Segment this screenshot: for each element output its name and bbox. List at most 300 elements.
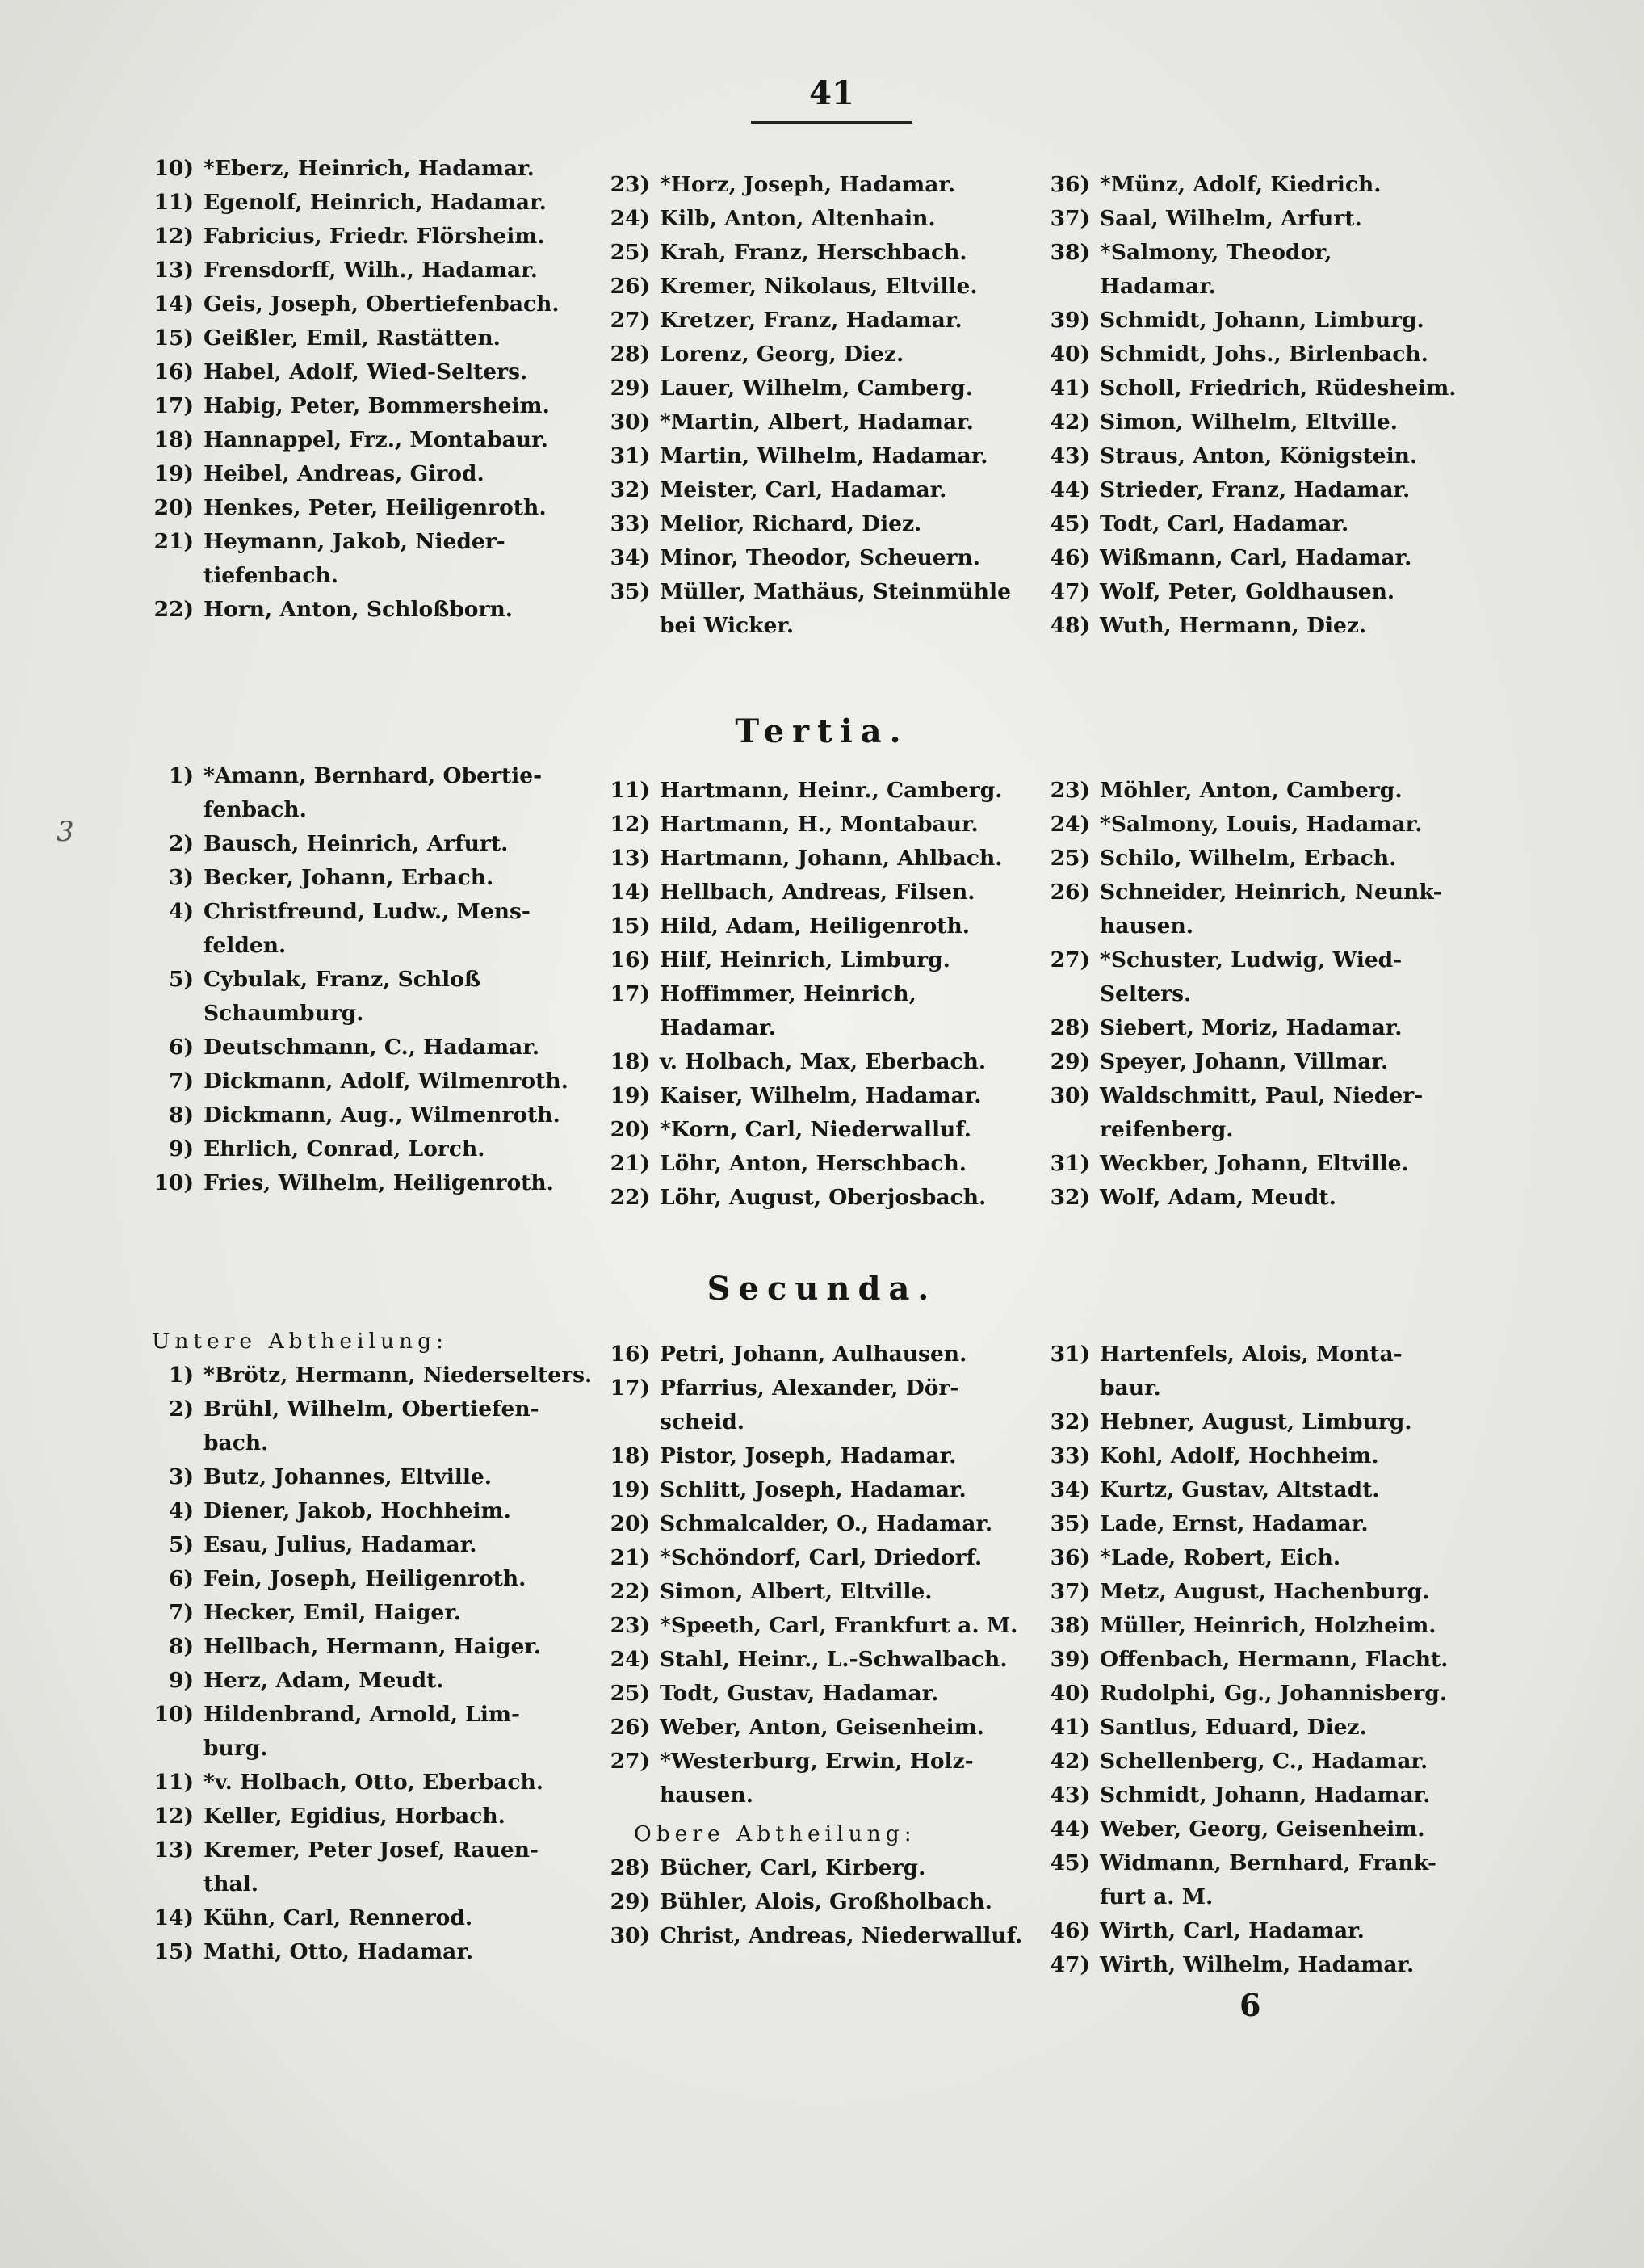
- item-text: Offenbach, Hermann, Flacht.: [1100, 1647, 1449, 1672]
- list-item: [602, 1745, 1022, 1779]
- item-number: 30): [610, 1923, 650, 1948]
- item-text: Ehrlich, Conrad, Lorch.: [203, 1136, 485, 1161]
- item-text: Hellbach, Hermann, Haiger.: [203, 1634, 542, 1659]
- item-text: *Schöndorf, Carl, Driedorf.: [660, 1545, 983, 1570]
- list-item: [1042, 507, 1457, 541]
- item-number: 15): [610, 914, 650, 939]
- item-text: Hannappel, Frz., Montabaur.: [203, 427, 548, 452]
- list-item: [145, 895, 568, 929]
- list-item: [1042, 943, 1442, 977]
- item-text: Fein, Joseph, Heiligenroth.: [203, 1566, 526, 1591]
- item-text: burg.: [203, 1736, 268, 1761]
- list-item: [145, 457, 560, 491]
- list-item: [1042, 1507, 1449, 1541]
- list-item-continuation: [145, 559, 560, 593]
- item-text: Habel, Adolf, Wied-Selters.: [203, 359, 528, 384]
- item-text: Möhler, Anton, Camberg.: [1100, 778, 1403, 803]
- item-text: Santlus, Eduard, Diez.: [1100, 1715, 1367, 1740]
- list-item: [1042, 1711, 1449, 1745]
- item-text: Geißler, Emil, Rastätten.: [203, 326, 501, 351]
- item-number: 18): [610, 1443, 650, 1468]
- item-text: Schilo, Wilhelm, Erbach.: [1100, 846, 1397, 871]
- item-text: *Westerburg, Erwin, Holz-: [660, 1749, 974, 1774]
- item-text: Kremer, Peter Josef, Rauen-: [203, 1838, 539, 1863]
- item-number: 31): [1050, 1342, 1090, 1367]
- list-item: [602, 909, 1002, 943]
- item-number: 40): [1050, 342, 1090, 367]
- list-item-continuation: [145, 929, 568, 963]
- item-text: *Martin, Albert, Hadamar.: [660, 410, 974, 435]
- item-number: 7): [169, 1600, 194, 1625]
- item-text: Hellbach, Andreas, Filsen.: [660, 880, 975, 905]
- item-number: 39): [1050, 308, 1090, 333]
- list-item-continuation: [145, 1732, 592, 1766]
- item-number: 10): [153, 1702, 194, 1727]
- item-text: Bücher, Carl, Kirberg.: [660, 1855, 926, 1880]
- item-number: 45): [1050, 1850, 1090, 1875]
- item-number: 28): [610, 342, 650, 367]
- item-number: 12): [153, 1804, 194, 1829]
- item-number: 3): [169, 865, 194, 890]
- item-number: 28): [610, 1855, 650, 1880]
- list-item: [602, 1575, 1022, 1609]
- item-number: 24): [610, 206, 650, 231]
- list-item: [602, 1045, 1002, 1079]
- item-text: Hebner, August, Limburg.: [1100, 1409, 1412, 1434]
- list-item: [602, 541, 1011, 575]
- list-item: [1042, 1079, 1442, 1113]
- list-item: [145, 1166, 568, 1200]
- secunda-column-2: [602, 1338, 1022, 1953]
- item-number: 21): [610, 1545, 650, 1570]
- secunda-column-2-entries: [602, 1338, 1022, 1812]
- item-number: 20): [153, 495, 194, 520]
- item-text: Hadamar.: [1100, 274, 1216, 299]
- item-number: 26): [610, 1715, 650, 1740]
- item-text: *Schuster, Ludwig, Wied-: [1100, 947, 1403, 972]
- list-item: [1042, 1338, 1449, 1371]
- item-text: Todt, Carl, Hadamar.: [1100, 511, 1349, 536]
- list-item: [1042, 1473, 1449, 1507]
- item-text: Simon, Wilhelm, Eltville.: [1100, 410, 1398, 435]
- list-item: [145, 254, 560, 288]
- list-item: [145, 220, 560, 254]
- item-number: 38): [1050, 240, 1090, 265]
- item-text: Metz, August, Hachenburg.: [1100, 1579, 1430, 1604]
- list-item: [1042, 1541, 1449, 1575]
- item-text: Hecker, Emil, Haiger.: [203, 1600, 461, 1625]
- list-item: [145, 1901, 592, 1935]
- item-number: 41): [1050, 1715, 1090, 1740]
- item-text: Esau, Julius, Hadamar.: [203, 1532, 477, 1557]
- list-item: [1042, 876, 1442, 909]
- list-item: [145, 593, 560, 627]
- list-item: [1042, 338, 1457, 372]
- list-item: [145, 827, 568, 861]
- list-item: [602, 1507, 1022, 1541]
- item-text: v. Holbach, Max, Eberbach.: [660, 1049, 987, 1074]
- item-text: furt a. M.: [1100, 1884, 1214, 1909]
- list-item: [602, 842, 1002, 876]
- item-text: Heymann, Jakob, Nieder-: [203, 529, 505, 554]
- item-number: 36): [1050, 1545, 1090, 1570]
- item-text: Pistor, Joseph, Hadamar.: [660, 1443, 957, 1468]
- item-number: 39): [1050, 1647, 1090, 1672]
- item-number: 6): [169, 1566, 194, 1591]
- item-text: *v. Holbach, Otto, Eberbach.: [203, 1770, 543, 1795]
- item-number: 35): [610, 579, 650, 604]
- list-item: [602, 943, 1002, 977]
- list-item: [602, 774, 1002, 808]
- secunda-heading: Secunda.: [707, 1270, 937, 1308]
- list-item: [602, 808, 1002, 842]
- item-text: Keller, Egidius, Horbach.: [203, 1804, 505, 1829]
- item-text: Schmidt, Johann, Hadamar.: [1100, 1783, 1431, 1808]
- item-text: Schlitt, Joseph, Hadamar.: [660, 1477, 967, 1502]
- item-number: 4): [169, 899, 194, 924]
- item-number: 12): [153, 224, 194, 249]
- item-text: Hilf, Heinrich, Limburg.: [660, 947, 950, 972]
- item-number: 13): [610, 846, 650, 871]
- list-item-continuation: [602, 1011, 1002, 1045]
- list-item: [602, 372, 1011, 405]
- item-number: 14): [153, 292, 194, 317]
- list-item: [1042, 842, 1442, 876]
- item-number: 11): [153, 1770, 194, 1795]
- item-number: 32): [610, 477, 650, 502]
- list-item: [1042, 1011, 1442, 1045]
- item-number: 23): [1050, 778, 1090, 803]
- item-number: 10): [153, 1170, 194, 1195]
- list-item-continuation: [1042, 909, 1442, 943]
- item-text: *Eberz, Heinrich, Hadamar.: [203, 156, 535, 181]
- list-item: [1042, 372, 1457, 405]
- item-text: *Salmony, Theodor,: [1100, 240, 1332, 265]
- item-number: 25): [610, 1681, 650, 1706]
- item-text: Mathi, Otto, Hadamar.: [203, 1939, 474, 1964]
- top-column-3: [1042, 168, 1457, 643]
- list-item: [1042, 609, 1457, 643]
- list-item: [602, 1147, 1002, 1181]
- list-item: [602, 1643, 1022, 1677]
- item-text: Schmidt, Johs., Birlenbach.: [1100, 342, 1428, 367]
- item-text: Wirth, Wilhelm, Hadamar.: [1100, 1952, 1415, 1977]
- item-number: 44): [1050, 477, 1090, 502]
- item-number: 46): [1050, 1918, 1090, 1943]
- item-text: Meister, Carl, Hadamar.: [660, 477, 947, 502]
- item-text: tiefenbach.: [203, 563, 339, 588]
- item-text: Bühler, Alois, Großholbach.: [660, 1889, 992, 1914]
- item-number: 33): [610, 511, 650, 536]
- item-text: Saal, Wilhelm, Arfurt.: [1100, 206, 1362, 231]
- list-item: [602, 473, 1011, 507]
- list-item: [1042, 473, 1457, 507]
- item-number: 20): [610, 1117, 650, 1142]
- item-text: Christfreund, Ludw., Mens-: [203, 899, 531, 924]
- item-text: Melior, Richard, Diez.: [660, 511, 922, 536]
- header-rule: [751, 121, 912, 124]
- item-text: Selters.: [1100, 981, 1192, 1006]
- item-text: Heibel, Andreas, Girod.: [203, 461, 484, 486]
- list-item: [1042, 1609, 1449, 1643]
- item-text: Siebert, Moriz, Hadamar.: [1100, 1015, 1403, 1040]
- item-text: thal.: [203, 1871, 258, 1896]
- item-text: Schellenberg, C., Hadamar.: [1100, 1749, 1428, 1774]
- item-number: 19): [610, 1477, 650, 1502]
- item-number: 27): [610, 1749, 650, 1774]
- item-number: 46): [1050, 545, 1090, 570]
- item-number: 4): [169, 1498, 194, 1523]
- item-number: 8): [169, 1634, 194, 1659]
- list-item: [602, 1338, 1022, 1371]
- item-text: *Amann, Bernhard, Obertie-: [203, 763, 543, 788]
- list-item: [602, 202, 1011, 236]
- list-item: [1042, 1914, 1449, 1948]
- item-text: *Salmony, Louis, Hadamar.: [1100, 812, 1423, 837]
- item-number: 43): [1050, 1783, 1090, 1808]
- list-item: [1042, 439, 1457, 473]
- list-item: [145, 759, 568, 793]
- item-text: Dickmann, Adolf, Wilmenroth.: [203, 1069, 568, 1094]
- secunda-column-2-obere-entries: [602, 1851, 1022, 1953]
- item-number: 15): [153, 326, 194, 351]
- list-item: [145, 423, 560, 457]
- list-item: [1042, 1439, 1449, 1473]
- list-item: [602, 1851, 1022, 1885]
- item-number: 15): [153, 1939, 194, 1964]
- item-number: 47): [1050, 1952, 1090, 1977]
- list-item: [602, 304, 1011, 338]
- list-item: [1042, 202, 1457, 236]
- item-text: Strieder, Franz, Hadamar.: [1100, 477, 1411, 502]
- item-number: 17): [610, 981, 650, 1006]
- list-item: [145, 861, 568, 895]
- list-item: [1042, 1147, 1442, 1181]
- list-item: [1042, 1181, 1442, 1215]
- list-item: [1042, 808, 1442, 842]
- list-item-continuation: [145, 1867, 592, 1901]
- item-number: 22): [610, 1185, 650, 1210]
- list-item: [145, 1833, 592, 1867]
- item-number: 38): [1050, 1613, 1090, 1638]
- item-number: 31): [610, 443, 650, 468]
- item-number: 45): [1050, 511, 1090, 536]
- item-number: 7): [169, 1069, 194, 1094]
- item-number: 14): [153, 1905, 194, 1930]
- item-text: Simon, Albert, Eltville.: [660, 1579, 933, 1604]
- item-number: 44): [1050, 1816, 1090, 1842]
- item-text: Egenolf, Heinrich, Hadamar.: [203, 190, 547, 215]
- page-number: 41: [809, 74, 854, 112]
- list-item: [145, 1935, 592, 1969]
- item-text: Wolf, Adam, Meudt.: [1100, 1185, 1336, 1210]
- list-item: [1042, 575, 1457, 609]
- item-number: 37): [1050, 1579, 1090, 1604]
- item-text: Schaumburg.: [203, 1001, 364, 1026]
- item-text: bei Wicker.: [660, 613, 795, 638]
- item-text: Hartmann, Johann, Ahlbach.: [660, 846, 1003, 871]
- item-number: 30): [1050, 1083, 1090, 1108]
- item-number: 26): [610, 274, 650, 299]
- item-text: Lorenz, Georg, Diez.: [660, 342, 904, 367]
- item-text: Hadamar.: [660, 1015, 776, 1040]
- item-number: 1): [169, 1363, 194, 1388]
- item-text: Wolf, Peter, Goldhausen.: [1100, 579, 1395, 604]
- item-number: 19): [610, 1083, 650, 1108]
- item-text: Kremer, Nikolaus, Eltville.: [660, 274, 978, 299]
- item-text: Hartmann, Heinr., Camberg.: [660, 778, 1003, 803]
- list-item-continuation: [145, 997, 568, 1031]
- tertia-column-1: [145, 759, 568, 1200]
- list-item: [602, 405, 1011, 439]
- list-item: [145, 1392, 592, 1426]
- item-text: Petri, Johann, Aulhausen.: [660, 1342, 967, 1367]
- list-item: [602, 1473, 1022, 1507]
- item-text: Deutschmann, C., Hadamar.: [203, 1035, 540, 1060]
- sheet-signature: 6: [1239, 1987, 1261, 2023]
- item-number: 1): [169, 763, 194, 788]
- item-number: 22): [610, 1579, 650, 1604]
- item-number: 41): [1050, 376, 1090, 401]
- item-text: Fabricius, Friedr. Flörsheim.: [203, 224, 545, 249]
- item-number: 42): [1050, 410, 1090, 435]
- item-number: 23): [610, 1613, 650, 1638]
- list-item: [145, 186, 560, 220]
- tertia-column-2: [602, 774, 1002, 1215]
- item-number: 2): [169, 831, 194, 856]
- item-text: Brühl, Wilhelm, Obertiefen-: [203, 1396, 539, 1422]
- list-item-continuation: [145, 1426, 592, 1460]
- item-number: 43): [1050, 443, 1090, 468]
- item-number: 28): [1050, 1015, 1090, 1040]
- pencil-margin-mark: 3: [57, 816, 74, 848]
- item-number: 9): [169, 1668, 194, 1693]
- item-number: 16): [610, 947, 650, 972]
- item-number: 13): [153, 1838, 194, 1863]
- item-number: 23): [610, 172, 650, 197]
- item-text: Löhr, Anton, Herschbach.: [660, 1151, 967, 1176]
- item-number: 32): [1050, 1409, 1090, 1434]
- item-text: fenbach.: [203, 797, 307, 822]
- item-text: Kretzer, Franz, Hadamar.: [660, 308, 962, 333]
- item-number: 29): [610, 376, 650, 401]
- list-item: [602, 439, 1011, 473]
- item-number: 27): [610, 308, 650, 333]
- list-item: [145, 152, 560, 186]
- item-number: 21): [610, 1151, 650, 1176]
- item-text: Straus, Anton, Königstein.: [1100, 443, 1418, 468]
- list-item: [602, 1677, 1022, 1711]
- list-item: [1042, 304, 1457, 338]
- list-item: [145, 1460, 592, 1494]
- list-item: [602, 1885, 1022, 1919]
- item-text: *Brötz, Hermann, Niederselters.: [203, 1363, 593, 1388]
- item-text: Herz, Adam, Meudt.: [203, 1668, 444, 1693]
- item-text: Todt, Gustav, Hadamar.: [660, 1681, 939, 1706]
- list-item: [602, 977, 1002, 1011]
- item-text: Müller, Heinrich, Holzheim.: [1100, 1613, 1436, 1638]
- list-item-continuation: [1042, 977, 1442, 1011]
- item-number: 2): [169, 1396, 194, 1422]
- top-column-2: [602, 168, 1011, 643]
- list-item: [602, 270, 1011, 304]
- list-item: [145, 1630, 592, 1664]
- item-number: 24): [1050, 812, 1090, 837]
- item-text: Martin, Wilhelm, Hadamar.: [660, 443, 988, 468]
- secunda-column-1: [145, 1325, 592, 1969]
- item-text: Schmalcalder, O., Hadamar.: [660, 1511, 993, 1536]
- item-text: baur.: [1100, 1376, 1161, 1401]
- item-number: 9): [169, 1136, 194, 1161]
- list-item: [602, 168, 1011, 202]
- item-text: Widmann, Bernhard, Frank-: [1100, 1850, 1436, 1875]
- list-item: [602, 876, 1002, 909]
- secunda-column-3: [1042, 1338, 1449, 1982]
- list-item: [145, 1698, 592, 1732]
- list-item: [602, 1541, 1022, 1575]
- list-item: [145, 1359, 592, 1392]
- item-number: 18): [153, 427, 194, 452]
- list-item: [602, 1711, 1022, 1745]
- item-text: Hartenfels, Alois, Monta-: [1100, 1342, 1403, 1367]
- item-number: 25): [610, 240, 650, 265]
- item-text: Rudolphi, Gg., Johannisberg.: [1100, 1681, 1447, 1706]
- item-text: Müller, Mathäus, Steinmühle: [660, 579, 1011, 604]
- list-item-continuation: [1042, 1371, 1449, 1405]
- item-text: Hildenbrand, Arnold, Lim-: [203, 1702, 520, 1727]
- item-text: Horn, Anton, Schloßborn.: [203, 597, 513, 622]
- item-text: Waldschmitt, Paul, Nieder-: [1100, 1083, 1424, 1108]
- item-text: Habig, Peter, Bommersheim.: [203, 393, 550, 418]
- list-item: [1042, 1045, 1442, 1079]
- list-item: [602, 1181, 1002, 1215]
- list-item: [145, 1132, 568, 1166]
- item-number: 42): [1050, 1749, 1090, 1774]
- item-text: *Horz, Joseph, Hadamar.: [660, 172, 956, 197]
- list-item: [145, 1766, 592, 1800]
- item-text: Kaiser, Wilhelm, Hadamar.: [660, 1083, 982, 1108]
- untere-abtheilung-heading: Untere Abtheilung:: [152, 1329, 448, 1354]
- list-item: [145, 1664, 592, 1698]
- list-item: [1042, 1677, 1449, 1711]
- item-text: Minor, Theodor, Scheuern.: [660, 545, 981, 570]
- item-text: Löhr, August, Oberjosbach.: [660, 1185, 987, 1210]
- list-item: [1042, 1405, 1449, 1439]
- list-item: [1042, 168, 1457, 202]
- list-item: [145, 288, 560, 321]
- list-item: [602, 1371, 1022, 1405]
- item-number: 47): [1050, 579, 1090, 604]
- list-item-continuation: [602, 1405, 1022, 1439]
- item-number: 21): [153, 529, 194, 554]
- item-text: Schneider, Heinrich, Neunk-: [1100, 880, 1442, 905]
- list-item: [602, 575, 1011, 609]
- item-number: 18): [610, 1049, 650, 1074]
- list-item: [602, 1609, 1022, 1643]
- item-text: Lauer, Wilhelm, Camberg.: [660, 376, 973, 401]
- item-text: Weckber, Johann, Eltville.: [1100, 1151, 1409, 1176]
- item-text: *Lade, Robert, Eich.: [1100, 1545, 1341, 1570]
- list-item-continuation: [1042, 270, 1457, 304]
- item-number: 3): [169, 1464, 194, 1489]
- list-item: [1042, 1948, 1449, 1982]
- list-item-continuation: [602, 609, 1011, 643]
- item-number: 37): [1050, 206, 1090, 231]
- list-item-continuation: [602, 1779, 1022, 1812]
- list-item: [602, 1113, 1002, 1147]
- item-text: Krah, Franz, Herschbach.: [660, 240, 967, 265]
- item-text: Dickmann, Aug., Wilmenroth.: [203, 1102, 560, 1128]
